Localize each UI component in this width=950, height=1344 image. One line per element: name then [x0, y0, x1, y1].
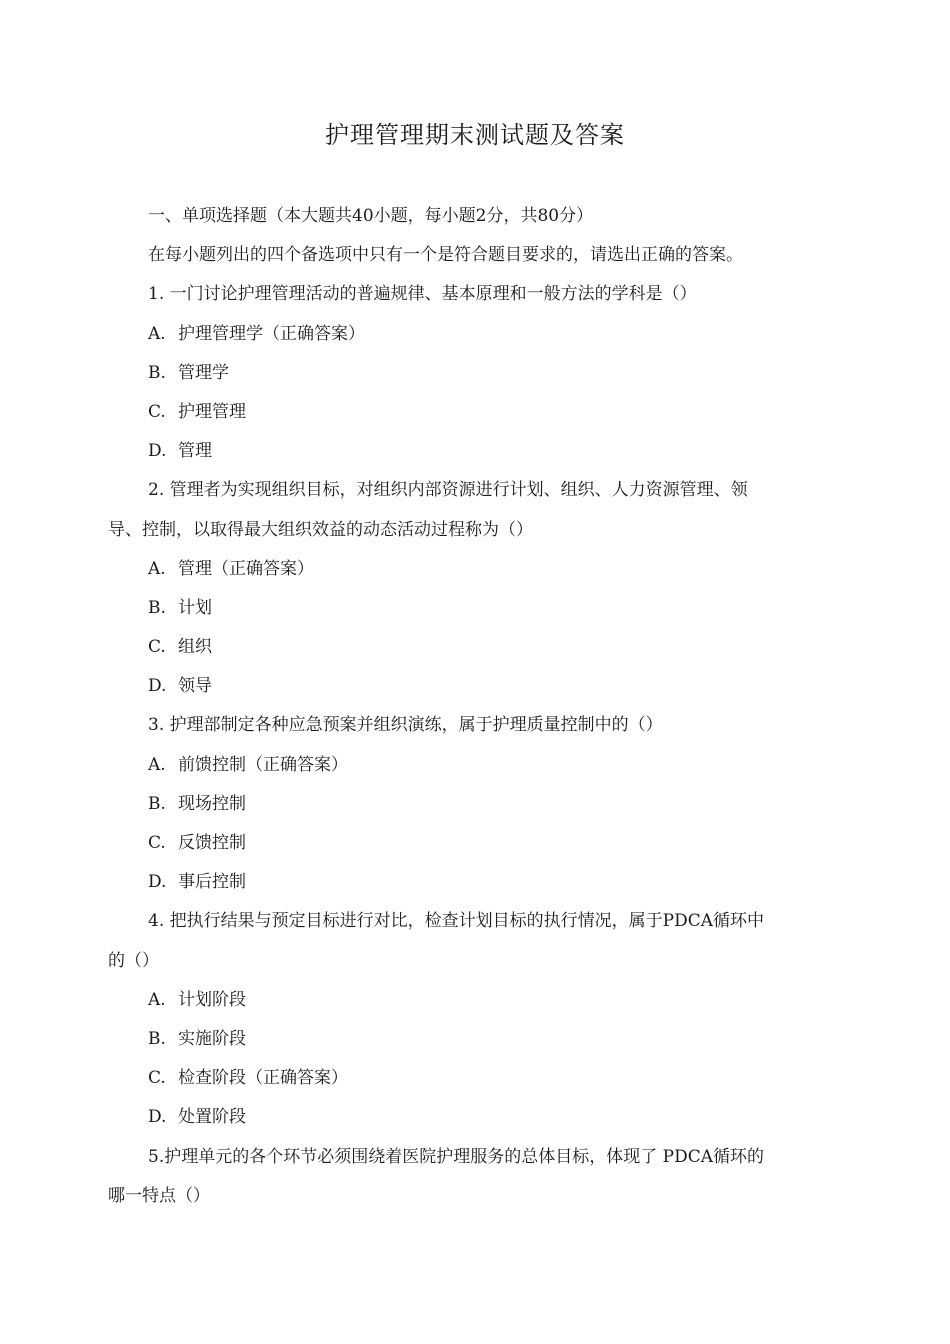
option-text: 检查阶段（正确答案） [178, 1068, 348, 1089]
document-body [108, 197, 844, 1216]
option-b [108, 1020, 844, 1059]
question-text: 一门讨论护理管理活动的普遍规律、基本原理和一般方法的学科是（） [169, 284, 697, 305]
question-stem [108, 471, 844, 510]
option-a [108, 746, 844, 785]
option-text: 管理 [178, 441, 212, 462]
option-letter: C. [148, 833, 166, 853]
option-a [108, 550, 844, 589]
question-text: 护理单元的各个环节必须围绕着医院护理服务的总体目标，体现了 PDCA循环的 [164, 1146, 764, 1167]
question-stem [108, 275, 844, 314]
option-text: 事后控制 [178, 872, 246, 893]
question-text: 护理部制定各种应急预案并组织演练，属于护理质量控制中的（） [169, 715, 663, 736]
document-title: 护理管理期末测试题及答案 [325, 121, 625, 149]
question-text: 管理者为实现组织目标，对组织内部资源进行计划、组织、人力资源管理、领 [169, 480, 748, 501]
question-stem [108, 1138, 844, 1177]
option-c [108, 824, 844, 863]
option-text: 管理（正确答案） [178, 558, 314, 579]
question-5 [108, 1138, 844, 1216]
option-letter: B. [148, 1028, 166, 1049]
option-text: 实施阶段 [178, 1028, 246, 1049]
question-3 [108, 706, 844, 902]
option-a [108, 981, 844, 1020]
option-letter: D. [148, 441, 167, 462]
question-1 [108, 275, 844, 471]
option-text: 处置阶段 [178, 1107, 246, 1128]
option-b [108, 785, 844, 824]
option-text: 护理管理 [178, 401, 246, 422]
question-text-continued: 导、控制，以取得最大组织效益的动态活动过程称为（） [108, 519, 533, 540]
option-letter: A. [148, 323, 166, 344]
option-letter: D. [148, 676, 167, 697]
option-text: 护理管理学（正确答案） [178, 323, 365, 344]
option-letter: D. [148, 872, 167, 893]
option-text: 组织 [178, 637, 212, 658]
question-number: 4. [148, 911, 165, 932]
option-letter: B. [148, 793, 166, 814]
question-number: 2. [148, 480, 165, 501]
option-letter: C. [148, 401, 166, 422]
question-text-continued: 的（） [108, 950, 159, 971]
option-d [108, 667, 844, 706]
option-a [108, 315, 844, 354]
question-number: 1. [148, 284, 165, 305]
option-text: 领导 [178, 676, 212, 697]
option-c [108, 1059, 844, 1098]
question-2 [108, 471, 844, 706]
option-text: 现场控制 [178, 793, 246, 814]
option-letter: A. [148, 989, 166, 1010]
option-letter: B. [148, 362, 166, 383]
option-b [108, 354, 844, 393]
question-text-continued: 哪一特点（） [108, 1185, 210, 1206]
option-d [108, 1098, 844, 1137]
option-letter: C. [148, 637, 166, 658]
option-text: 计划 [178, 597, 212, 618]
question-stem [108, 706, 844, 745]
instructions: 在每小题列出的四个备选项中只有一个是符合题目要求的，请选出正确的答案。 [148, 245, 743, 266]
question-number: 5. [148, 1146, 165, 1167]
option-c [108, 628, 844, 667]
question-text: 把执行结果与预定目标进行对比，检查计划目标的执行情况，属于PDCA循环中 [169, 911, 764, 932]
option-d [108, 432, 844, 471]
option-text: 反馈控制 [178, 833, 246, 853]
option-letter: D. [148, 1107, 167, 1128]
option-letter: C. [148, 1068, 166, 1089]
option-d [108, 863, 844, 902]
option-text: 前馈控制（正确答案） [178, 754, 348, 775]
question-4 [108, 902, 844, 1137]
question-number: 3. [148, 715, 165, 736]
option-c [108, 393, 844, 432]
option-letter: A. [148, 558, 166, 579]
option-text: 管理学 [178, 362, 229, 383]
option-letter: B. [148, 597, 166, 618]
option-text: 计划阶段 [178, 989, 246, 1010]
section-heading: 一、单项选择题（本大题共40小题，每小题2分，共80分） [148, 206, 594, 226]
question-stem [108, 902, 844, 941]
option-b [108, 589, 844, 628]
option-letter: A. [148, 754, 166, 775]
